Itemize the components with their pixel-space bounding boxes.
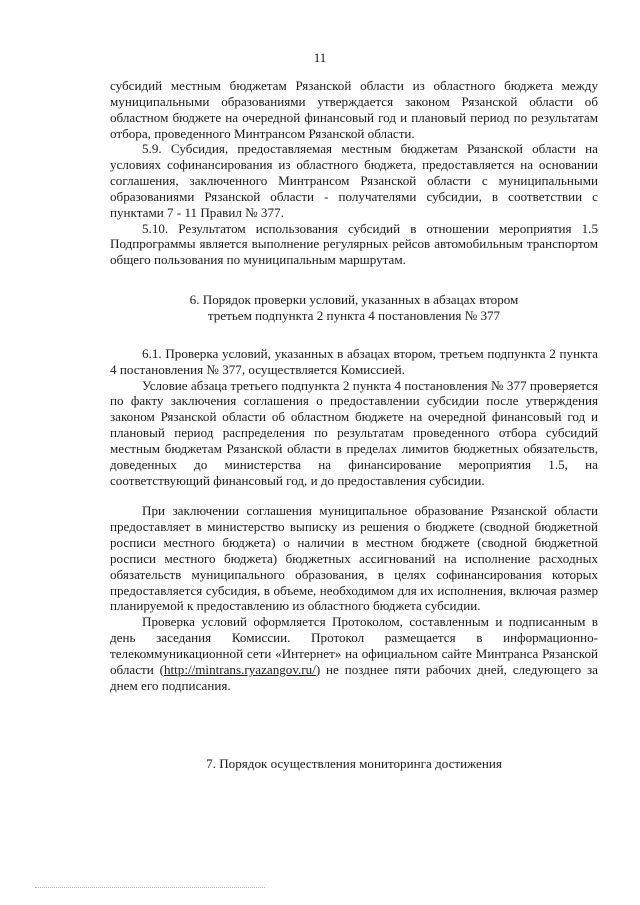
page-number: 11	[313, 50, 327, 65]
protocol-text-after: ) не позднее пяти рабочих дней, следующего за днем его подписания.	[110, 661, 598, 693]
paragraph-5-9: 5.9. Субсидия, предоставляемая местным бюджетам Рязанской области на условиях софинансирования из областного бюджета, предоставляется на основании соглашения, заключенного Минтрансом Рязанской области с муниципальными образованиями Рязанской области - получателями субсидии, в соответствии с пунктами 7 - 11 Правил № 377.	[110, 141, 598, 220]
section-6-heading-line-1: 6. Порядок проверки условий, указанных в абзацах втором	[189, 292, 519, 308]
paragraph-6-1: 6.1. Проверка условий, указанных в абзацах втором, третьем подпункта 2 пункта 4 постановления № 377, осуществляется Комиссией.	[110, 345, 598, 377]
footer-divider	[35, 887, 265, 888]
paragraph-agreement: При заключении соглашения муниципальное образование Рязанской области предоставляет в министерство выписку из решения о бюджете (сводной бюджетной росписи местного бюджета) о наличии в местном бюджете (сводной бюджетной росписи местного бюджета) бюджетных ассигнований на исполнение расходных обязательств муниципального образования, в целях софинансирования которых предоставляется субсидия, в объеме, необходимом для их исполнения, включая размер планируемой к предоставлению из областного бюджета субсидии.	[110, 503, 598, 614]
paragraph-protocol	[110, 614, 598, 693]
document-body	[110, 78, 598, 771]
section-6-heading	[110, 292, 598, 324]
section-7-heading: 7. Порядок осуществления мониторинга достижения	[206, 755, 502, 771]
protocol-text-before: Проверка условий оформляется Протоколом, составленным и подписанным в день заседания Комиссии. Протокол размещается в информационно-телекоммуникационной сети «Интернет» на официальном сайте Минтранса Рязанской области (	[110, 614, 598, 677]
paragraph-continued: субсидий местным бюджетам Рязанской области из областного бюджета между муниципальными образованиями утверждается законом Рязанской области об областном бюджете на очередной финансовый год и плановый период по результатам отбора, проведенного Минтрансом Рязанской области.	[110, 78, 598, 141]
mintrans-website-link[interactable]: http://mintrans.ryazangov.ru/	[163, 661, 316, 677]
paragraph-condition: Условие абзаца третьего подпункта 2 пункта 4 постановления № 377 проверяется по факту заключения соглашения о предоставлении субсидии после утверждения законом Рязанской области об областном бюджете на очередной финансовый год и плановый период распределения по результатам проведенного отбора субсидий местным бюджетам Рязанской области в пределах лимитов бюджетных обязательств, доведенных до министерства на финансирование мероприятия 1.5, на соответствующий финансовый год, и до предоставления субсидии.	[110, 377, 598, 488]
paragraph-5-10: 5.10. Результатом использования субсидий в отношении мероприятия 1.5 Подпрограммы является выполнение регулярных рейсов автомобильным транспортом общего пользования по муниципальным маршрутам.	[110, 220, 598, 268]
section-6-heading-line-2: третьем подпункта 2 пункта 4 постановления № 377	[207, 307, 501, 323]
